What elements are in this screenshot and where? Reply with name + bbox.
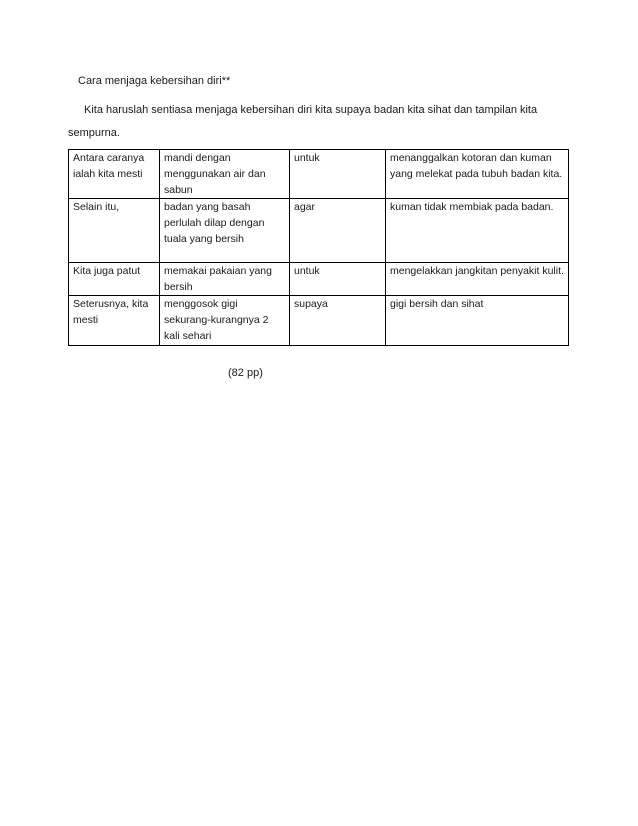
table-cell: gigi bersih dan sihat (386, 296, 569, 346)
table-cell: Selain itu, (69, 199, 160, 263)
table-cell: Kita juga patut (69, 263, 160, 296)
table-row (69, 199, 569, 263)
intro-paragraph (68, 99, 568, 145)
table-row (69, 263, 569, 296)
table-cell: menggosok gigi sekurang-kurangnya 2 kali sehari (160, 296, 290, 346)
table-cell: badan yang basah perlulah dilap dengan tuala yang bersih (160, 199, 290, 263)
hygiene-table (68, 149, 569, 346)
table-cell: untuk (290, 150, 386, 199)
document-title: Cara menjaga kebersihan diri** (78, 75, 231, 87)
table-cell: Seterusnya, kita mesti (69, 296, 160, 346)
table-cell: untuk (290, 263, 386, 296)
table-cell: memakai pakaian yang bersih (160, 263, 290, 296)
table-cell: mandi dengan menggunakan air dan sabun (160, 150, 290, 199)
table-cell: Antara caranya ialah kita mesti (69, 150, 160, 199)
table-cell: supaya (290, 296, 386, 346)
table-cell: agar (290, 199, 386, 263)
table-row (69, 150, 569, 199)
table-cell: mengelakkan jangkitan penyakit kulit. (386, 263, 569, 296)
page-note: (82 pp) (228, 367, 263, 379)
table-cell: menanggalkan kotoran dan kuman yang melekat pada tubuh badan kita. (386, 150, 569, 199)
table-row (69, 296, 569, 346)
intro-paragraph-text: Kita haruslah sentiasa menjaga kebersihan diri kita supaya badan kita sihat dan tampilan kita sempurna. (68, 104, 538, 139)
table-cell: kuman tidak membiak pada badan. (386, 199, 569, 263)
